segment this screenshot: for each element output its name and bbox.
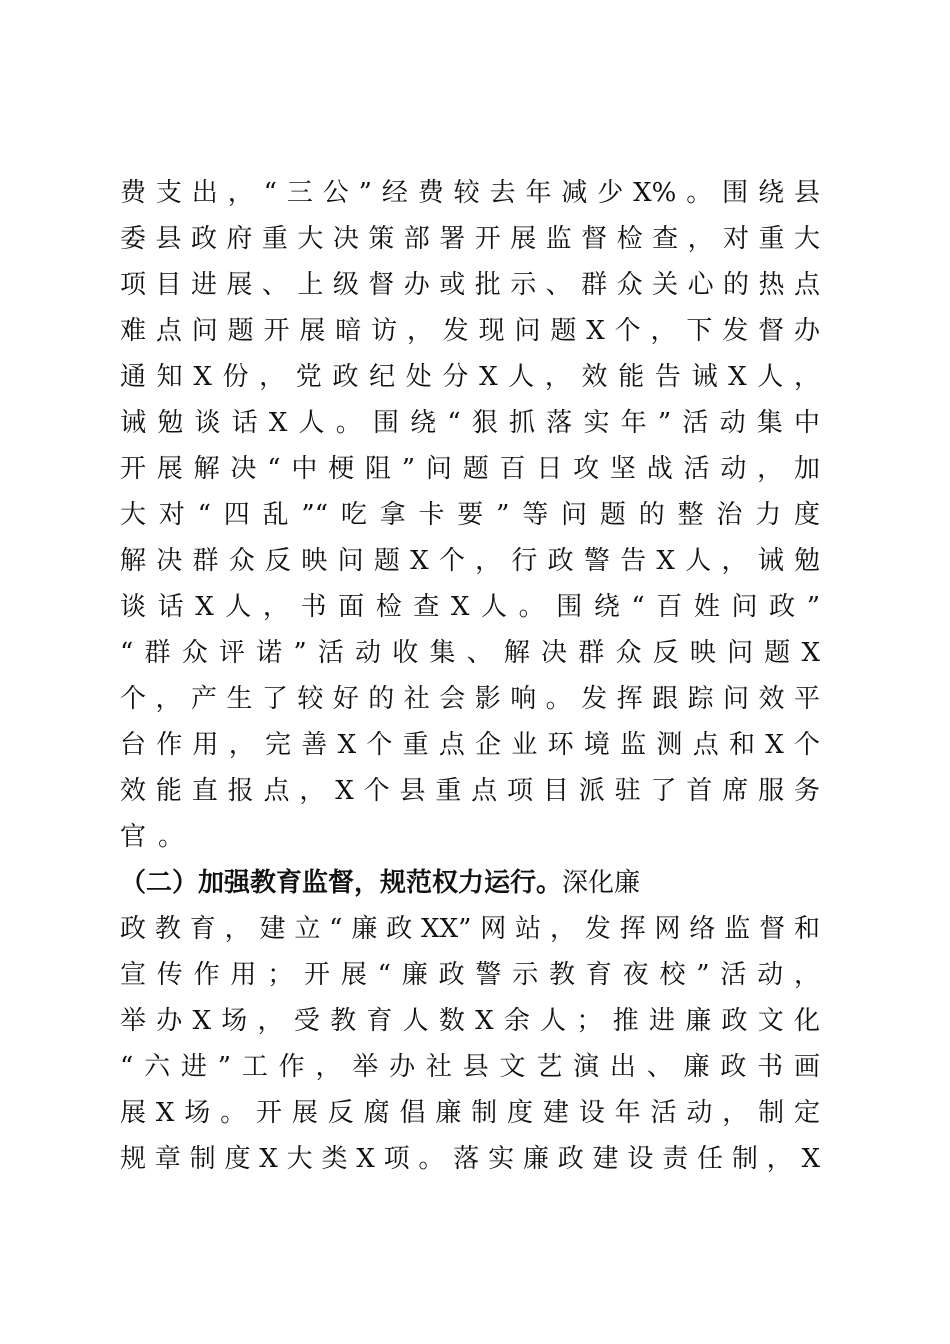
paragraph-line: 大对“四乱”“吃拿卡要”等问题的整治力度 — [120, 500, 820, 530]
paragraph-line: 宣传作用；开展“廉政警示教育夜校”活动， — [120, 960, 820, 990]
paragraph-line: “六进”工作，举办社县文艺演出、廉政书画 — [120, 1052, 820, 1082]
paragraph-line: 解决群众反映问题X个，行政警告X人，诫勉 — [120, 546, 820, 576]
paragraph-line: 通知X份，党政纪处分X人，效能告诫X人， — [120, 362, 820, 392]
paragraph-line: 规章制度X大类X项。落实廉政建设责任制，X — [120, 1144, 820, 1174]
paragraph-line: 个，产生了较好的社会影响。发挥跟踪问效平 — [120, 684, 820, 714]
paragraph-line: 诫勉谈话X人。围绕“狠抓落实年”活动集中 — [120, 408, 820, 438]
section-heading-line — [120, 866, 820, 900]
paragraph-line: 费支出，“三公”经费较去年减少X%。围绕县 — [120, 178, 820, 208]
paragraph-line: 难点问题开展暗访，发现问题X个，下发督办 — [120, 316, 820, 346]
section-heading-rest: 深化廉 — [562, 868, 641, 898]
paragraph-line: 举办X场，受教育人数X余人；推进廉政文化 — [120, 1006, 820, 1036]
paragraph-line: “群众评诺”活动收集、解决群众反映问题X — [120, 638, 820, 668]
paragraph-line: 谈话X人，书面检查X人。围绕“百姓问政” — [120, 592, 820, 622]
paragraph-line: 政教育，建立“廉政XX”网站，发挥网络监督和 — [120, 914, 820, 944]
paragraph-line: 开展解决“中梗阻”问题百日攻坚战活动，加 — [120, 454, 820, 484]
paragraph-line: 台作用，完善X个重点企业环境监测点和X个 — [120, 730, 820, 760]
paragraph-line: 展X场。开展反腐倡廉制度建设年活动，制定 — [120, 1098, 820, 1128]
paragraph-line: 官。 — [120, 822, 197, 852]
paragraph-line: 项目进展、上级督办或批示、群众关心的热点 — [120, 270, 820, 300]
section-heading: （二）加强教育监督，规范权力运行。 — [120, 868, 563, 898]
paragraph-line: 委县政府重大决策部署开展监督检查，对重大 — [120, 224, 820, 254]
paragraph-line: 效能直报点，X个县重点项目派驻了首席服务 — [120, 776, 820, 806]
